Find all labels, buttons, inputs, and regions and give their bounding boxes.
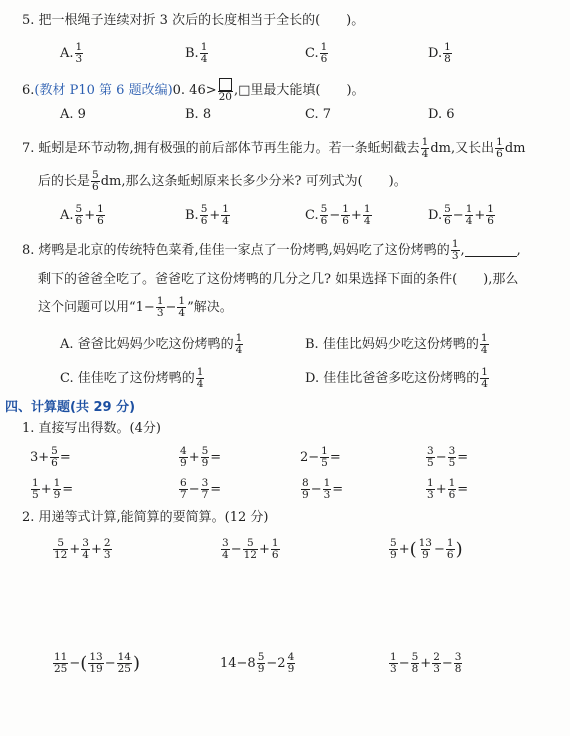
q7-line2: 后的长是 $\frac{5}{6}$ dm,那么这条蚯蚓原来长多少分米? 可列式为( )。	[38, 169, 407, 194]
q6-box-fraction: 20	[218, 78, 233, 103]
q7-line1: 7. 蚯蚓是环节动物,拥有极强的前后部体节再生能力。若一条蚯蚓截去 $\frac{1}{4}$ dm,又长出 $\frac{1}{6}$ dm	[22, 136, 526, 161]
q6-option-d[interactable]: D. 6	[428, 107, 455, 122]
q7-option-c[interactable]: C. $\frac{5}{6}$ − $\frac{1}{6}$ + $\frac{1}{4}$	[305, 203, 371, 228]
q7-option-b[interactable]: B. $\frac{5}{6}$ + $\frac{1}{4}$	[185, 203, 229, 228]
q6-stem: 6. (教材 P10 第 6 题改编) 0. 46> 20 ,□里最大能填( )。	[22, 78, 365, 103]
q8-option-c[interactable]: C. 佳佳吃了这份烤鸭的 $\frac{1}{4}$	[60, 366, 204, 391]
q8-line1: 8. 烤鸭是北京的传统特色菜肴,佳佳一家点了一份烤鸭,妈妈吃了这份烤鸭的 $\frac{1}{3}$ , ,	[22, 238, 521, 263]
direct-calc-3: 2− $\frac{1}{5}$ =	[300, 445, 341, 470]
part2-heading: 2. 用递等式计算,能简算的要简算。(12 分)	[22, 510, 269, 525]
q8-option-a[interactable]: A. 爸爸比妈妈少吃这份烤鸭的 $\frac{1}{4}$	[60, 332, 243, 357]
step-calc-1: $\frac{5}{12}$ + $\frac{3}{4}$ + $\frac{2}{3}$	[54, 537, 111, 562]
q6-option-b[interactable]: B. 8	[185, 107, 212, 122]
q8-line3: 这个问题可以用“1− $\frac{1}{3}$ − $\frac{1}{4}$ ”解决。	[38, 295, 233, 320]
direct-calc-1: 3+ $\frac{5}{6}$ =	[30, 445, 71, 470]
q7-option-a[interactable]: A. $\frac{5}{6}$ + $\frac{1}{6}$	[60, 203, 104, 228]
section-title: 四、计算题(共 29 分)	[5, 400, 136, 415]
q5-option-d[interactable]: D. $\frac{1}{8}$	[428, 41, 451, 66]
q6-option-c[interactable]: C. 7	[305, 107, 332, 122]
direct-calc-4: $\frac{3}{5}$ − $\frac{3}{5}$ =	[427, 445, 469, 470]
step-calc-5: 14−8 $\frac{5}{9}$ −2 $\frac{4}{9}$	[220, 651, 295, 676]
q6-option-a[interactable]: A. 9	[60, 107, 86, 122]
q7-option-d[interactable]: D. $\frac{5}{6}$ − $\frac{1}{4}$ + $\frac{1}{6}$	[428, 203, 494, 228]
step-calc-2: $\frac{3}{4}$ − $\frac{5}{12}$ + $\frac{1}{6}$	[222, 537, 279, 562]
q5-option-a[interactable]: A. $\frac{1}{3}$	[60, 41, 83, 66]
direct-calc-7: $\frac{8}{9}$ − $\frac{1}{3}$ =	[302, 477, 344, 502]
q8-option-b[interactable]: B. 佳佳比妈妈少吃这份烤鸭的 $\frac{1}{4}$	[305, 332, 488, 357]
direct-calc-5: $\frac{1}{5}$ + $\frac{1}{9}$ =	[32, 477, 74, 502]
step-calc-6: $\frac{1}{3}$ − $\frac{5}{8}$ + $\frac{2}{3}$ − $\frac{3}{8}$	[390, 651, 462, 676]
direct-calc-8: $\frac{1}{3}$ + $\frac{1}{6}$ =	[427, 477, 469, 502]
q8-option-d[interactable]: D. 佳佳比爸爸多吃这份烤鸭的 $\frac{1}{4}$	[305, 366, 488, 391]
part1-heading: 1. 直接写出得数。(4分)	[22, 421, 161, 436]
direct-calc-2: $\frac{4}{9}$ + $\frac{5}{9}$ =	[180, 445, 222, 470]
q5-stem: 5. 把一根绳子连续对折 3 次后的长度相当于全长的( )。	[22, 13, 365, 28]
q8-line2: 剩下的爸爸全吃了。爸爸吃了这份烤鸭的几分之几? 如果选择下面的条件( ),那么	[38, 272, 519, 287]
q6-textbook-tag: (教材 P10 第 6 题改编)	[34, 83, 173, 98]
q5-option-b[interactable]: B. $\frac{1}{4}$	[185, 41, 208, 66]
direct-calc-6: $\frac{6}{7}$ − $\frac{3}{7}$ =	[180, 477, 222, 502]
q5-option-c[interactable]: C. $\frac{1}{6}$	[305, 41, 328, 66]
step-calc-3: $\frac{5}{9}$ + ( $\frac{13}{9}$ − $\frac{1}{6}$ )	[390, 537, 463, 562]
answer-box	[219, 78, 232, 91]
q8-blank-line[interactable]	[465, 244, 517, 257]
step-calc-4: $\frac{11}{25}$ − ( $\frac{13}{19}$ − $\frac{14}{25}$ )	[54, 651, 140, 676]
